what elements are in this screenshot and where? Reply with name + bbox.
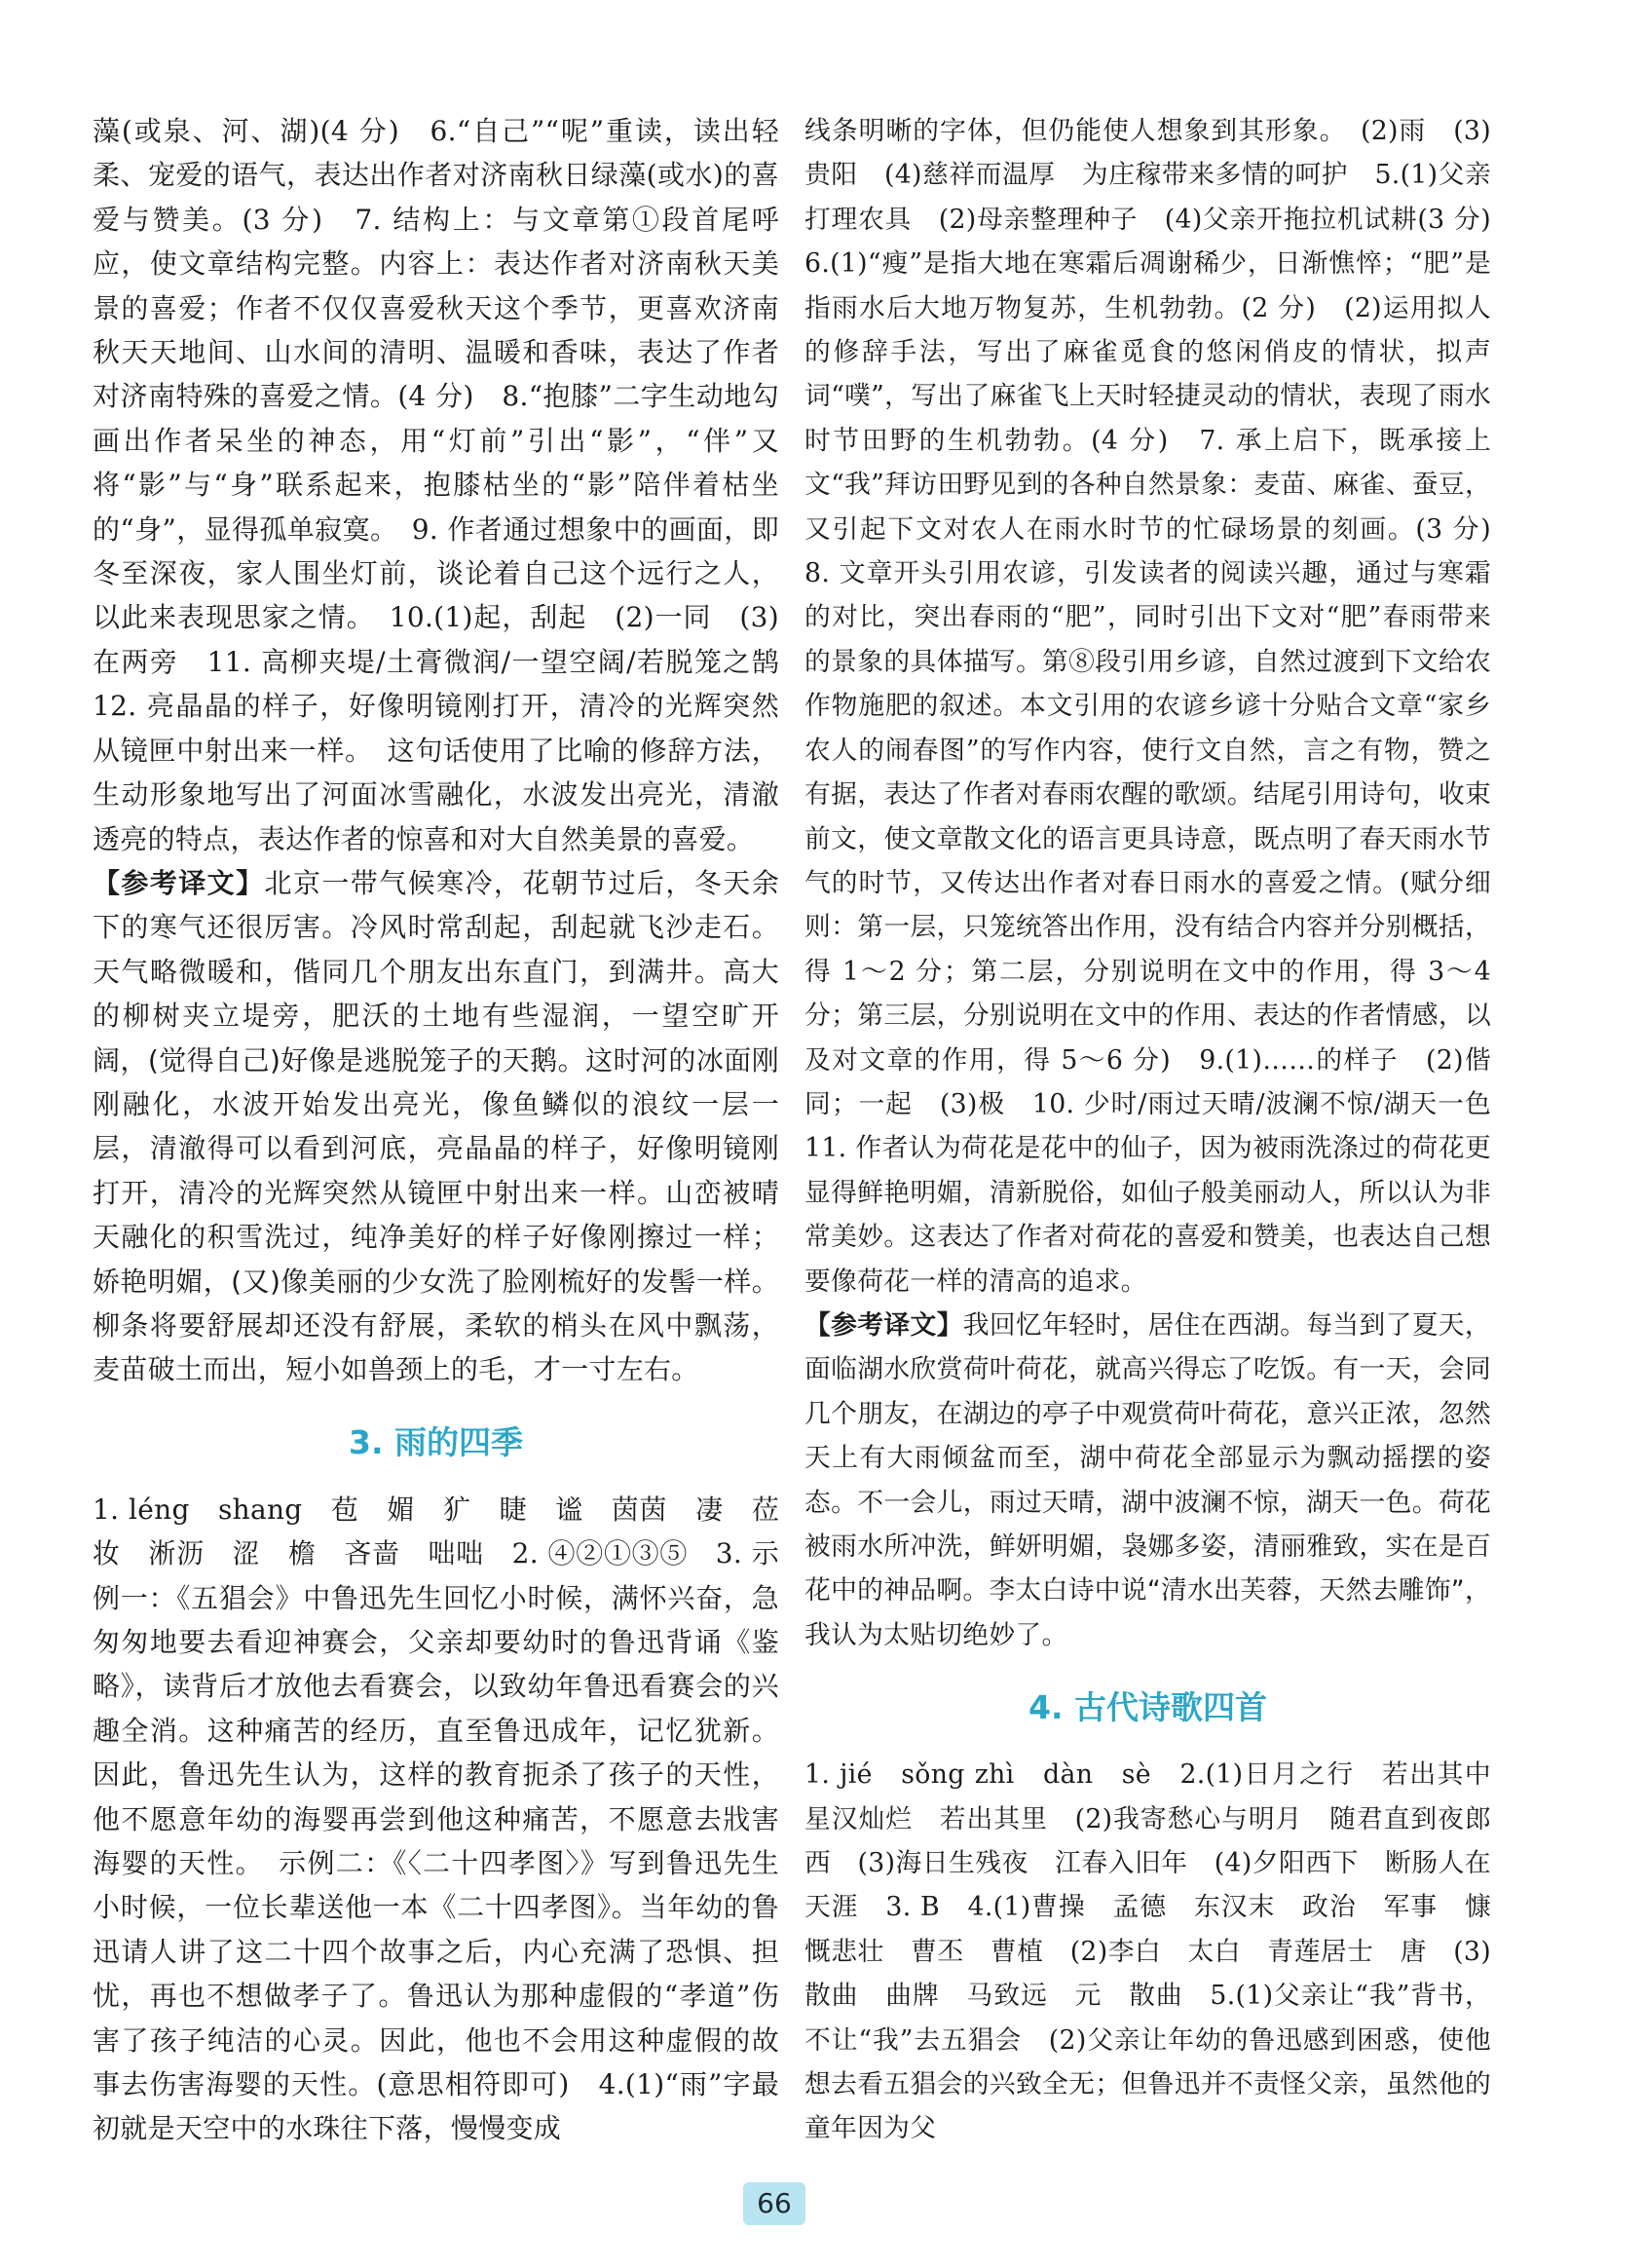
reference-translation-label: 【参考译文】 xyxy=(93,866,265,899)
section-title-ancient-poems: 4. 古代诗歌四首 xyxy=(1028,1688,1267,1727)
page-number: 66 xyxy=(743,2182,805,2225)
reference-translation-text: 北京一带气候寒冷，花朝节过后，冬天余下的寒气还很厉害。冷风时常刮起，刮起就飞沙走石。天气略微暖和，偕同几个朋友出东直门，到满井。高大的柳树夹立堤旁，肥沃的土地有些湿润，一望空旷开阔，(觉得自己)好像是逃脱笼子的天鹅。这时河的冰面刚刚融化，水波开始发出亮光，像鱼鳞似的浪纹一层一层，清澈得可以看到河底，亮晶晶的样子，好像明镜刚打开，清冷的光辉突然从镜匣中射出来一样。山峦被晴天融化的积雪洗过，纯净美好的样子好像刚擦过一样；娇艳明媚，(又)像美丽的少女洗了脸刚梳好的发髻一样。柳条将要舒展却还没有舒展，柔软的梢头在风中飘荡，麦苗破土而出，短小如兽颈上的毛，才一寸左右。 xyxy=(93,866,779,1386)
reference-translation-2 xyxy=(804,1304,1491,1657)
answers-section-3-continued: 线条明晰的字体，但仍能使人想象到其形象。 (2)雨 (3)贵阳 (4)慈祥而温厚 为庄稼带来多情的呵护 5.(1)父亲打理农具 (2)母亲整理种子 (4)父亲开拖拉机试耕(3 分) 6.(1)“瘦”是指大地在寒霜后凋谢稀少，日渐憔悴；“肥”是指雨水后大地万物复苏，生机勃勃。(2 分) (2)运用拟人的修辞手法，写出了麻雀觅食的悠闲俏皮的情状，拟声词“噗”，写出了麻雀飞上天时轻捷灵动的情状，表现了雨水时节田野的生机勃勃。(4 分) 7. 承上启下，既承接上文“我”拜访田野见到的各种自然景象：麦苗、麻雀、蚕豆，又引起下文对农人在雨水时节的忙碌场景的刻画。(3 分) 8. 文章开头引用农谚，引发读者的阅读兴趣，通过与寒霜的对比，突出春雨的“肥”，同时引出下文对“肥”春雨带来的景象的具体描写。第⑧段引用乡谚，自然过渡到下文给农作物施肥的叙述。本文引用的农谚乡谚十分贴合文章“家乡农人的闹春图”的写作内容，使行文自然，言之有物，赞之有据，表达了作者对春雨农醒的歌颂。结尾引用诗句，收束前文，使文章散文化的语言更具诗意，既点明了春天雨水节气的时节，又传达出作者对春日雨水的喜爱之情。(赋分细则：第一层，只笼统答出作用，没有结合内容并分别概括，得 1～2 分；第二层，分别说明在文中的作用，得 3～4 分；第三层，分别说明在文中的作用、表达的作者情感，以及对文章的作用，得 5～6 分) 9.(1)……的样子 (2)偕同；一起 (3)极 10. 少时/雨过天晴/波澜不惊/湖天一色 11. 作者认为荷花是花中的仙子，因为被雨洗涤过的荷花更显得鲜艳明媚，清新脱俗，如仙子般美丽动人，所以认为非常美妙。这表达了作者对荷花的喜爱和赞美，也表达自己想要像荷花一样的清高的追求。 xyxy=(804,116,1518,1297)
reference-translation-1 xyxy=(93,861,779,1392)
answers-section-4: 1. jié sǒng zhì dàn sè 2.(1)日月之行 若出其中 星汉灿烂 若出其里 (2)我寄愁心与明月 随君直到夜郎西 (3)海日生残夜 江春入旧年 (4)夕阳西下 断肠人在天涯 3. B 4.(1)曹操 孟德 东汉末 政治 军事 慷慨悲壮 曹丕 曹植 (2)李白 太白 青莲居士 唐 (3)散曲 曲牌 马致远 元 散曲 5.(1)父亲让“我”背书，不让“我”去五猖会 (2)父亲让年幼的鲁迅感到困惑，使他想去看五猖会的兴致全无；但鲁迅并不责怪父亲，虽然他的童年因为父 xyxy=(804,1759,1518,2144)
section-title-rain-seasons: 3. 雨的四季 xyxy=(349,1422,523,1461)
right-column xyxy=(804,109,1518,2151)
reference-translation-label: 【参考译文】 xyxy=(804,1309,963,1341)
answers-section-2-continued: 藻(或泉、河、湖)(4 分) 6.“自己”“呢”重读，读出轻柔、宠爱的语气，表达出作者对济南秋日绿藻(或水)的喜爱与赞美。(3 分) 7. 结构上：与文章第①段首尾呼应，使文章结构完整。内容上：表达作者对济南秋天美景的喜爱；作者不仅仅喜爱秋天这个季节，更喜欢济南秋天天地间、山水间的清明、温暖和香味，表达了作者对济南特殊的喜爱之情。(4 分) 8.“抱膝”二字生动地勾画出作者呆坐的神态，用“灯前”引出“影”，“伴”又将“影”与“身”联系起来，抱膝枯坐的“影”陪伴着枯坐的“身”，显得孤单寂寞。 9. 作者通过想象中的画面，即冬至深夜，家人围坐灯前，谈论着自己这个远行之人，以此来表现思家之情。 10.(1)起，刮起 (2)一同 (3)在两旁 11. 高柳夹堤/土膏微润/一望空阔/若脱笼之鹄 12. 亮晶晶的样子，好像明镜刚打开，清冷的光辉突然从镜匣中射出来一样。 这句话使用了比喻的修辞方法，生动形象地写出了河面冰雪融化，水波发出亮光，清澈透亮的特点，表达作者的惊喜和对大自然美景的喜爱。 xyxy=(93,115,807,855)
reference-translation-text: 我回忆年轻时，居住在西湖。每当到了夏天，面临湖水欣赏荷叶荷花，就高兴得忘了吃饭。有一天，会同几个朋友，在湖边的亭子中观赏荷叶荷花，意兴正浓，忽然天上有大雨倾盆而至，湖中荷花全部显示为飘动摇摆的姿态。不一会儿，雨过天晴，湖中波澜不惊，湖天一色。荷花被雨水所冲洗，鲜妍明媚，袅娜多姿，清丽雅致，实在是百花中的神品啊。李太白诗中说“清水出芙蓉，天然去雕饰”，我认为太贴切绝妙了。 xyxy=(804,1309,1491,1650)
answers-section-3: 1. léng shang 苞 媚 犷 睫 谧 茵茵 凄 莅 妆 淅沥 涩 檐 吝啬 咄咄 2. ④②①③⑤ 3. 示例一：《五猖会》中鲁迅先生回忆小时候，满怀兴奋，急匆匆地要去看迎神赛会，父亲却要幼时的鲁迅背诵《鉴略》，读背后才放他去看赛会，以致幼年鲁迅看赛会的兴趣全消。这种痛苦的经历，直至鲁迅成年，记忆犹新。因此，鲁迅先生认为，这样的教育扼杀了孩子的天性，他不愿意年幼的海婴再尝到他这种痛苦，不愿意去戕害海婴的天性。 示例二：《〈二十四孝图〉》写到鲁迅先生小时候，一位长辈送他一本《二十四孝图》。当年幼的鲁迅请人讲了这二十四个故事之后，内心充满了恐惧、担忧，再也不想做孝子了。鲁迅认为那种虚假的“孝道”伤害了孩子纯洁的心灵。因此，他也不会用这种虚假的故事去伤害海婴的天性。(意思相符即可) 4.(1)“雨”字最初就是天空中的水珠往下落，慢慢变成 xyxy=(93,1493,807,2145)
left-column xyxy=(93,109,807,2151)
